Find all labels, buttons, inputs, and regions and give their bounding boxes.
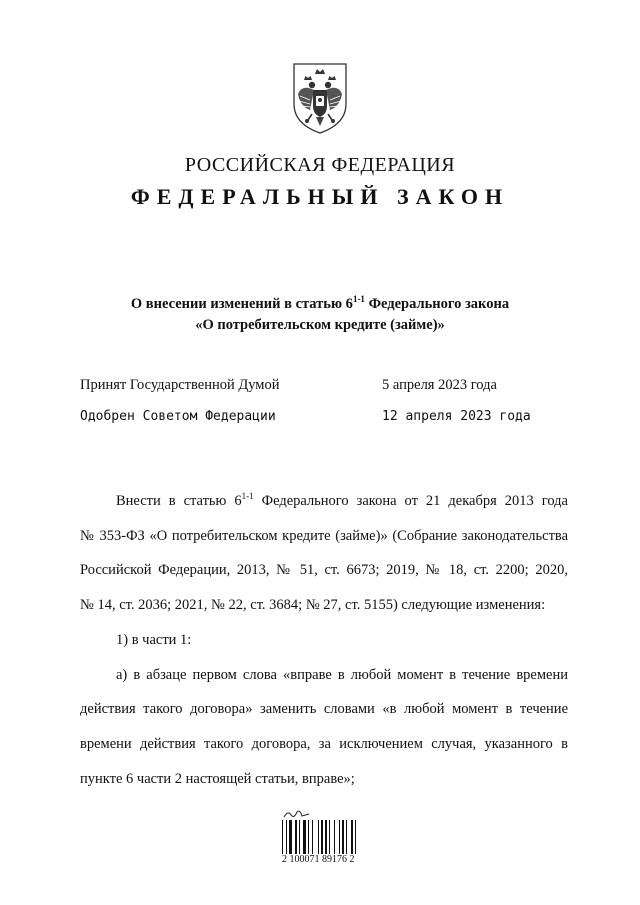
body-line: а) в абзаце первом слова «вправе в любой момент в течение времени [116,666,568,683]
document-type: ФЕДЕРАЛЬНЫЙ ЗАКОН [130,184,510,209]
law-title-text-a: О внесении изменений в статью 6 [130,295,353,312]
barcode-bar [334,820,335,854]
barcode-bar [355,820,356,854]
body-text: Внести в статью 6 [116,493,242,509]
duma-date: 5 апреля 2023 года [382,377,497,393]
body-line: пункте 6 части 2 настоящей статьи, вправе»; [80,770,355,787]
body-line: № 14, ст. 2036; 2021, № 22, ст. 3684; № 27, ст. 5155) следующие изменения: [80,597,546,614]
body-line: 1) в части 1: [116,631,192,648]
body-text: Федерального закона от 21 декабря 2013 года [253,493,568,509]
law-body [80,484,568,796]
barcode-bar [351,820,353,854]
barcode-bar [342,820,344,854]
barcode-bar [282,820,283,854]
barcode-bars [282,820,370,854]
barcode-bar [339,820,340,854]
duma-label: Принят Государственной Думой [80,377,280,393]
law-title-line-1 [60,289,580,315]
law-title-line-2: «О потребительском кредите (займе)» [195,316,445,333]
barcode-number: 2 100071 89176 2 [282,854,355,865]
barcode-bar [308,820,309,854]
law-title-text-b: Федерального закона [364,295,510,312]
coat-of-arms-icon [288,60,352,136]
body-line: времени действия такого договора, за исключением случая, указанного в [80,735,568,752]
article-superscript: 1-1 [241,491,254,502]
barcode-bar [312,820,313,854]
body-line: № 353-ФЗ «О потребительском кредите (займе)» (Собрание законодательства [80,527,568,544]
barcode-bar [318,820,319,854]
handwritten-mark-icon [282,808,312,820]
body-line: Российской Федерации, 2013, № 51, ст. 6673; 2019, № 18, ст. 2200; 2020, [80,562,568,579]
barcode-bar [286,820,287,854]
barcode [282,808,374,864]
law-title [60,289,580,336]
barcode-bar [346,820,347,854]
barcode-bar [329,820,330,854]
barcode-bar [303,820,306,854]
barcode-bar [295,820,297,854]
body-line: действия такого договора» заменить словами «в любой момент в течение [80,701,568,718]
article-superscript: 1-1 [352,294,365,304]
barcode-bar [299,820,300,854]
barcode-bar [325,820,327,854]
barcode-bar [321,820,323,854]
body-line [80,484,568,519]
council-date: 12 апреля 2023 года [382,409,531,424]
council-label: Одобрен Советом Федерации [80,409,276,424]
barcode-bar [289,820,292,854]
country-name: РОССИЙСКАЯ ФЕДЕРАЦИЯ [184,154,456,176]
